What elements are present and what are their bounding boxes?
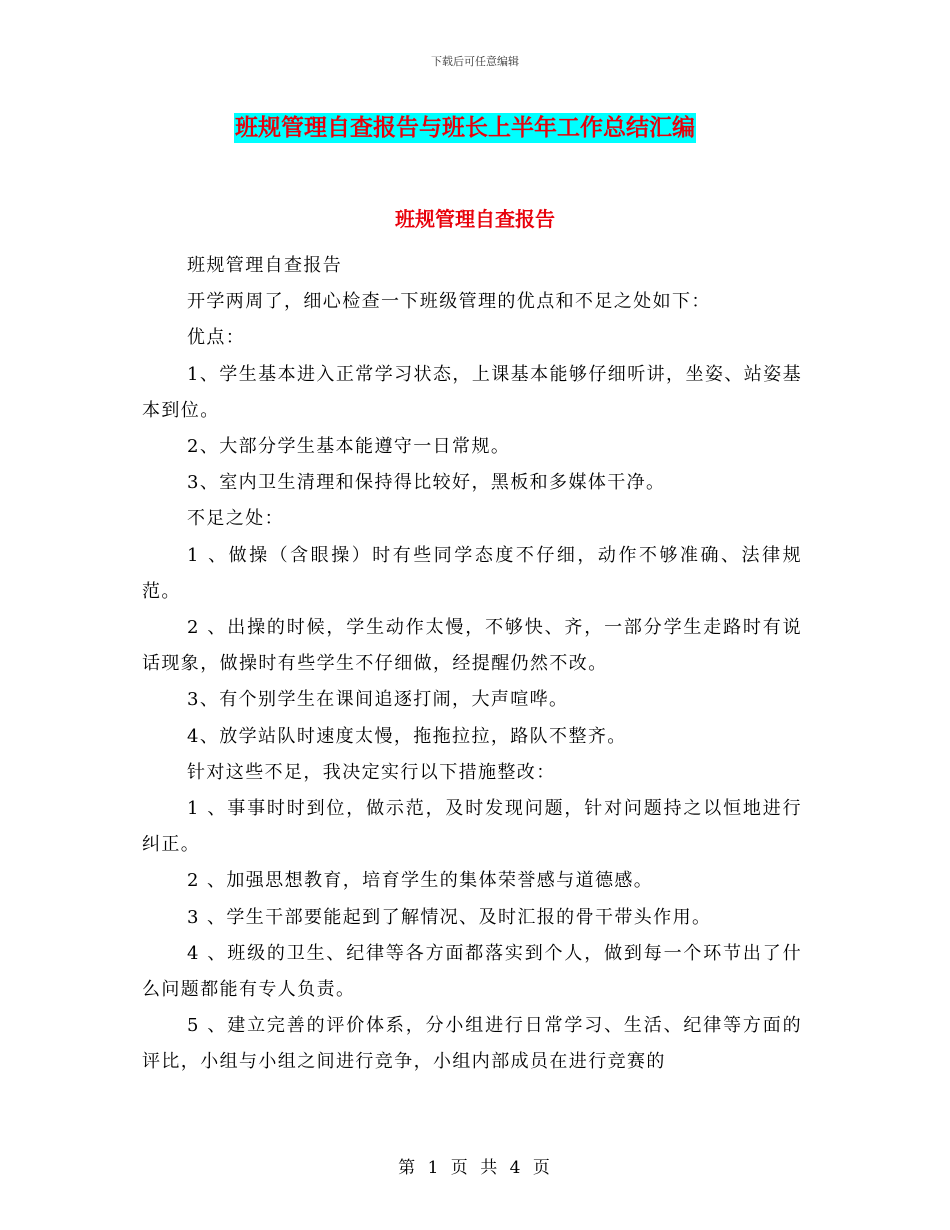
paragraph: 1 、事事时时到位，做示范，及时发现问题，针对问题持之以恒地进行纠正。 [142,798,802,856]
paragraph: 5 、建立完善的评价体系，分小组进行日常学习、生活、纪律等方面的评比，小组与小组之间进行竞争，小组内部成员在进行竞赛的 [142,1015,802,1073]
paragraph: 1 、做操（含眼操）时有些同学态度不仔细，动作不够准确、法律规范。 [142,544,802,602]
paragraph: 4 、班级的卫生、纪律等各方面都落实到个人，做到每一个环节出了什么问题都能有专人负责。 [142,942,802,1001]
document-body [142,248,802,1081]
paragraph: 2、大部分学生基本能遵守一日常规。 [187,436,511,458]
header-note: 下载后可任意编辑 [431,55,519,68]
section-title: 班规管理自查报告 [395,207,555,231]
paragraph: 不足之处： [187,508,284,530]
paragraph: 优点： [187,327,246,349]
paragraph: 3、有个别学生在课间追逐打闹，大声喧哗。 [187,689,569,711]
paragraph: 1、学生基本进入正常学习状态，上课基本能够仔细听讲，坐姿、站姿基本到位。 [142,363,802,421]
page-number-footer: 第 1 页 共 4 页 [398,1158,552,1178]
paragraph: 针对这些不足，我决定实行以下措施整改： [187,761,556,783]
paragraph: 2 、加强思想教育，培育学生的集体荣誉感与道德感。 [187,870,654,892]
paragraph: 3、室内卫生清理和保持得比较好，黑板和多媒体干净。 [187,472,666,494]
document-title: 班规管理自查报告与班长上半年工作总结汇编 [235,115,695,141]
paragraph: 3 、学生干部要能起到了解情况、及时汇报的骨干带头作用。 [187,906,712,928]
paragraph: 4、放学站队时速度太慢，拖拖拉拉，路队不整齐。 [187,725,627,747]
paragraph: 开学两周了，细心检查一下班级管理的优点和不足之处如下： [187,291,711,313]
paragraph: 2 、出操的时候，学生动作太慢，不够快、齐，一部分学生走路时有说话现象，做操时有些学生不仔细做，经提醒仍然不改。 [142,617,802,675]
paragraph: 班规管理自查报告 [187,255,343,276]
